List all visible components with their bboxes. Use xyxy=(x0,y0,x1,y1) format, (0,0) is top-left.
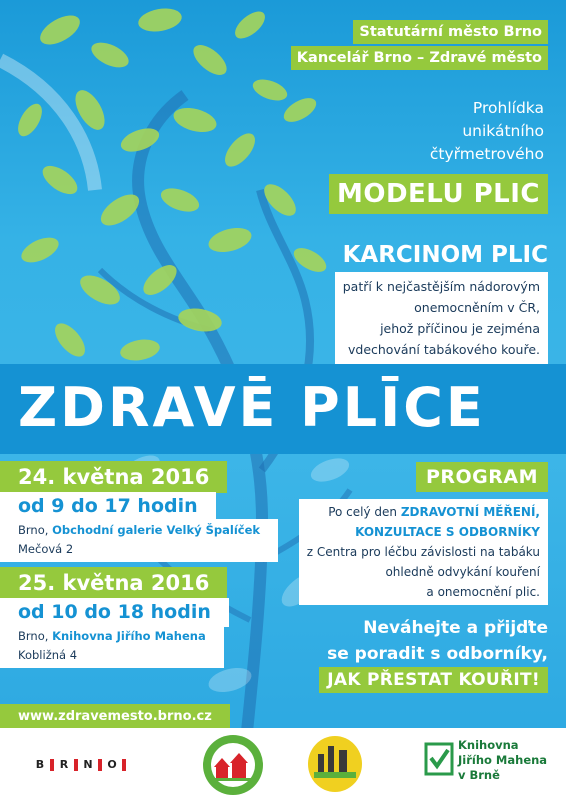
city-name: Statutární město Brno xyxy=(353,20,548,44)
cta-line: se poradit s odborníky, xyxy=(327,644,548,664)
website-link[interactable]: www.zdravemesto.brno.cz xyxy=(0,704,230,730)
venue-city: Brno, xyxy=(18,523,49,537)
office-name: Kancelář Brno – Zdravé město xyxy=(291,46,548,70)
program-line: Po celý den xyxy=(328,505,397,519)
library-line: Knihovna xyxy=(458,738,519,752)
tour-text xyxy=(430,97,544,166)
cta-highlight: JAK PŘESTAT KOUŘIT! xyxy=(319,667,548,693)
karcinom-line: vdechování tabákového kouře. xyxy=(347,342,540,357)
venue-street: Mečová 2 xyxy=(18,542,74,556)
program-line: ohledně odvykání kouření xyxy=(385,565,540,579)
model-heading: MODELU PLIC xyxy=(329,174,548,214)
program-heading: PROGRAM xyxy=(416,462,548,492)
event-venue xyxy=(0,519,278,562)
cta-line: Neváhejte a přijďte xyxy=(363,618,548,638)
call-to-action xyxy=(327,615,548,667)
program-text xyxy=(299,499,548,605)
program-line: z Centra pro léčbu závislosti na tabáku xyxy=(306,545,540,559)
brno-letter: N xyxy=(83,758,93,771)
page-title: ZDRAVĒ PLĪCE xyxy=(18,376,486,439)
event-date: 25. května 2016 xyxy=(0,567,227,599)
event-hours: od 9 do 17 hodin xyxy=(0,492,216,521)
library-logo-icon xyxy=(424,742,454,776)
tour-line: Prohlídka xyxy=(472,99,544,117)
event-hours: od 10 do 18 hodin xyxy=(0,598,229,627)
venue-link[interactable]: Obchodní galerie Velký Špalíček xyxy=(52,523,261,537)
healthy-city-who-logo xyxy=(306,734,364,794)
library-line: v Brně xyxy=(458,768,500,782)
program-highlight: ZDRAVOTNÍ MĚŘENÍ, xyxy=(400,505,540,519)
library-line: Jiřího Mahena xyxy=(458,753,548,767)
library-logo-text xyxy=(458,738,547,783)
brno-letter: O xyxy=(107,758,117,771)
event-date: 24. května 2016 xyxy=(0,461,227,493)
karcinom-line: jehož příčinou je zejména xyxy=(380,321,540,336)
karcinom-heading: KARCINOM PLIC xyxy=(342,242,548,268)
tour-line: unikátního xyxy=(462,122,544,140)
venue-link[interactable]: Knihovna Jiřího Mahena xyxy=(52,629,206,643)
karcinom-line: onemocněním v ČR, xyxy=(414,300,540,315)
brno-logo xyxy=(34,758,126,771)
program-line: a onemocnění plic. xyxy=(426,585,540,599)
venue-city: Brno, xyxy=(18,629,49,643)
karcinom-line: patří k nejčastějším nádorovým xyxy=(342,279,540,294)
brno-letter: R xyxy=(59,758,69,771)
program-highlight: KONZULTACE S ODBORNÍKY xyxy=(355,525,540,539)
brno-letter: B xyxy=(35,758,45,771)
karcinom-text xyxy=(335,272,548,364)
event-venue xyxy=(0,625,224,668)
healthy-brno-logo xyxy=(198,732,268,798)
venue-street: Kobližná 4 xyxy=(18,648,78,662)
tour-line: čtyřmetrového xyxy=(429,145,544,163)
